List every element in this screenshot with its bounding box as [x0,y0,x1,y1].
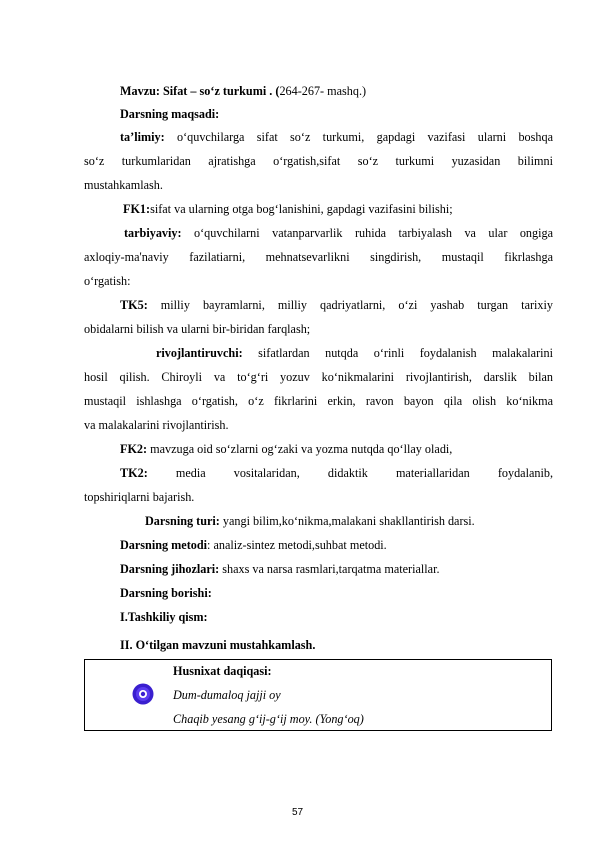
calligraphy-box [84,659,552,731]
page-number: 57 [291,807,304,818]
disc-icon [132,683,154,705]
lesson-type: Darsning turi: yangi bilim,ko‘nikma,malakani shakllantirish darsi. [145,514,475,528]
calligraphy-title: Husnixat daqiqasi: [173,664,272,678]
lesson-goals-heading: Darsning maqsadi: [120,107,220,121]
tk5-line-end: obidalarni bilish va ularni bir-biridan farqlash; [84,322,311,336]
tk2-line: TK2: media vositalaridan, didaktik materiallaridan foydalanib, [120,466,553,480]
calligraphy-line-1: Dum-dumaloq jajji oy [173,688,281,702]
developmental-goal: rivojlantiruvchi: sifatlardan nutqda o‘rinli foydalanish malakalarini [156,346,553,360]
upbringing-goal-cont: axloqiy-ma'naviy fazilatiarni, mehnatsevarlikni singdirish, mustaqil fikrlashga [84,250,553,264]
fk1-line: FK1:sifat va ularning otga bog‘lanishini, gapdagi vazifasini bilishi; [123,202,453,216]
calligraphy-line-2: Chaqib yesang g‘ij-g‘ij moy. (Yong‘oq) [173,712,364,726]
educational-goal: ta’limiy: o‘quvchilarga sifat so‘z turkumi, gapdagi vazifasi ularni boshqa [120,130,553,144]
educational-goal-cont: so‘z turkumlaridan ajratishga o‘rgatish,sifat so‘z turkumi yuzasidan bilimni [84,154,553,168]
tk5-line: TK5: milliy bayramlarni, milliy qadriyatlarni, o‘zi yashab turgan tarixiy [120,298,553,312]
developmental-goal-cont2: mustaqil ishlashga o‘rgatish, o‘z fikrlarini erkin, ravon bayon qila olish ko‘nikma [84,394,553,408]
topic-label: Mavzu: Sifat – so‘z turkumi . ( [120,84,280,98]
organizational-part-heading: I.Tashkiliy qism: [120,610,208,624]
developmental-goal-end: va malakalarini rivojlantirish. [84,418,229,432]
developmental-goal-cont1: hosil qilish. Chiroyli va to‘g‘ri yozuv ko‘nikmalarini rivojlantirish, darslik bilan [84,370,553,384]
upbringing-goal: tarbiyaviy: o‘quvchilarni vatanparvarlik ruhida tarbiyalash va ular ongiga [124,226,553,240]
lesson-topic [120,83,366,99]
lesson-flow-heading: Darsning borishi: [120,586,212,600]
tk2-line-end: topshiriqlarni bajarish. [84,490,195,504]
upbringing-goal-end: o‘rgatish: [84,274,131,288]
topic-text: 264-267- mashq.) [279,84,367,98]
lesson-method: Darsning metodi: analiz-sintez metodi,suhbat metodi. [120,538,387,552]
fk2-line: FK2: mavzuga oid so‘zlarni og‘zaki va yozma nutqda qo‘llay oladi, [120,442,453,456]
lesson-equipment: Darsning jihozlari: shaxs va narsa rasmlari,tarqatma materiallar. [120,562,440,576]
reinforcement-heading: II. O‘tilgan mavzuni mustahkamlash. [120,638,316,652]
educational-goal-end: mustahkamlash. [84,178,163,192]
